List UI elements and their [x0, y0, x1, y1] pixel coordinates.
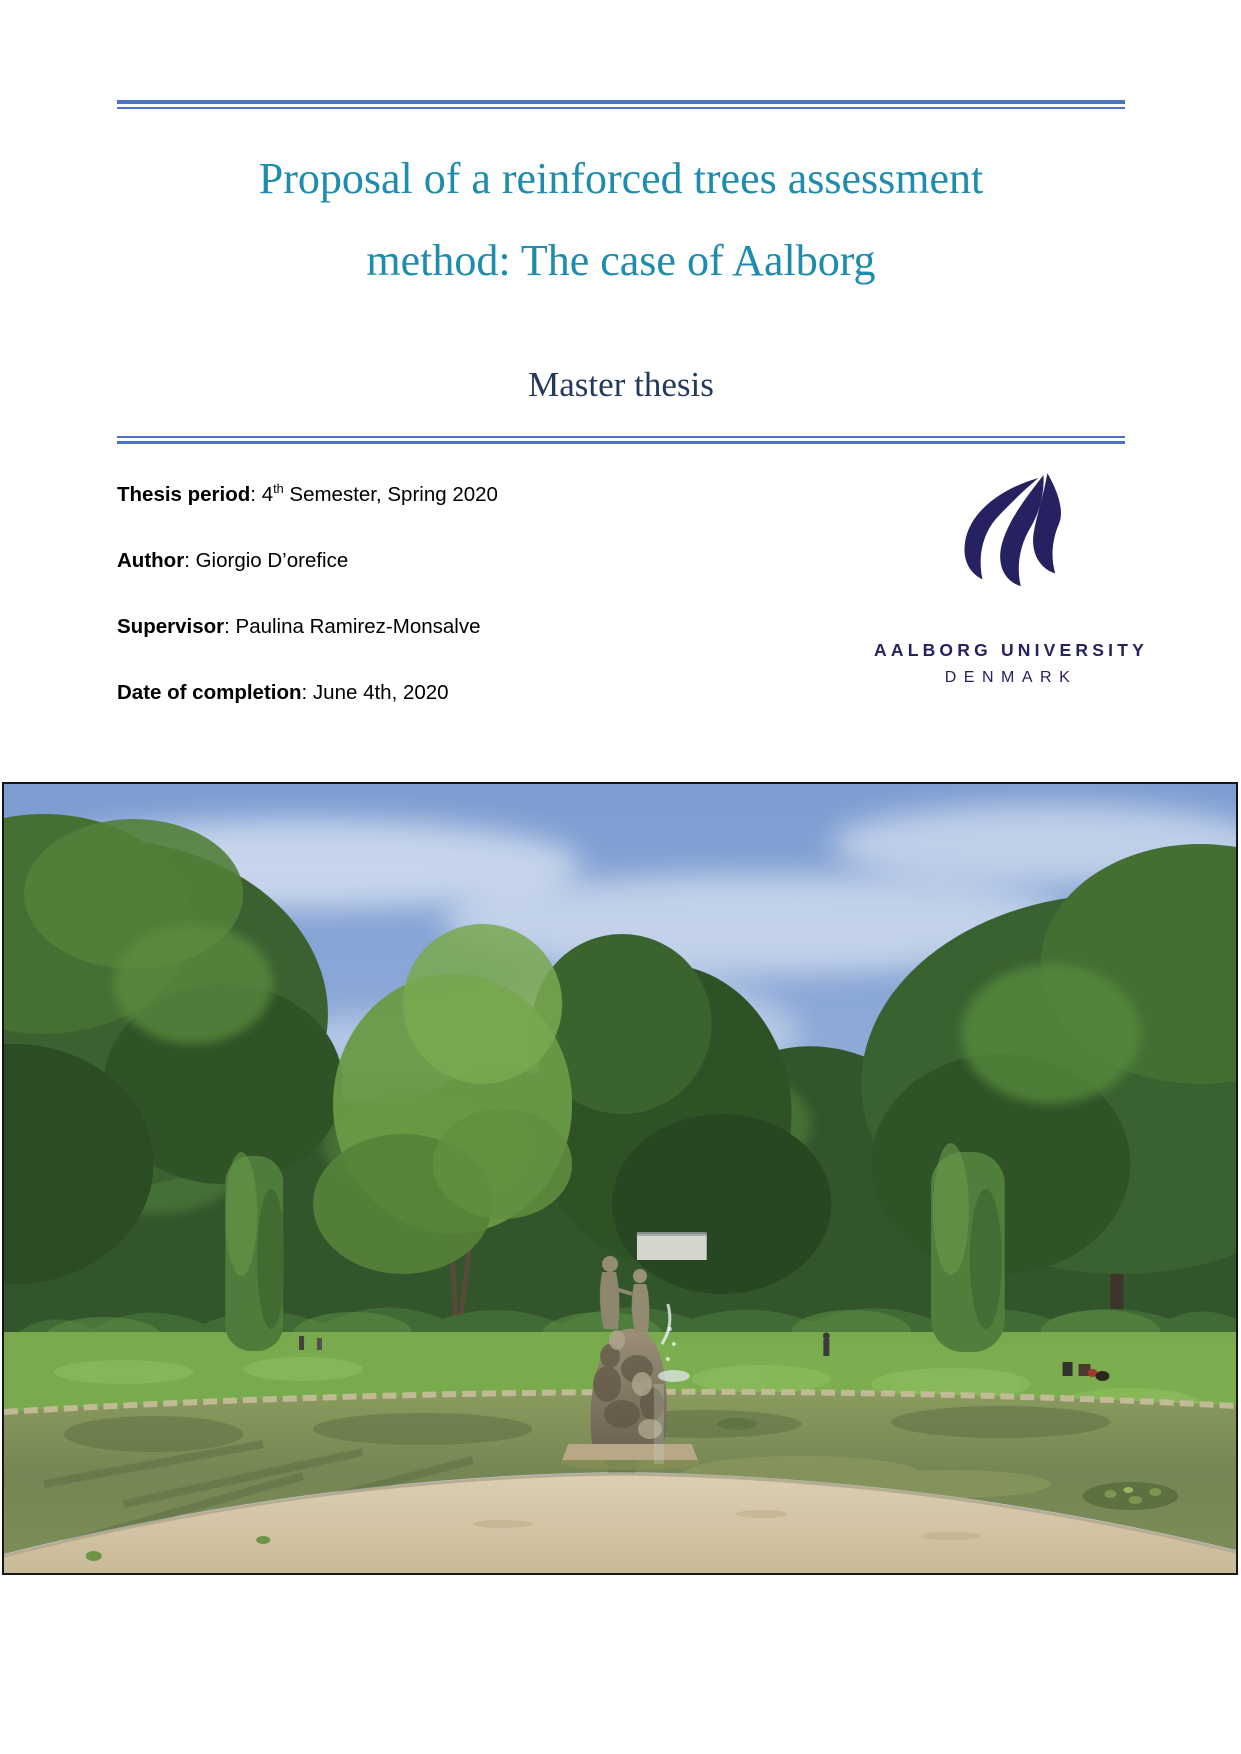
yew-right [931, 1143, 1005, 1352]
logo-country-text: DENMARK [944, 669, 1078, 686]
subtitle: Master thesis [528, 365, 714, 404]
supervisor-label: Supervisor [117, 615, 225, 638]
logo-institution-text: AALBORG UNIVERSITY [874, 640, 1148, 660]
page-title [117, 138, 1125, 302]
title-line-1: Proposal of a reinforced trees assessment [258, 154, 984, 203]
park-scene [4, 784, 1236, 1573]
building-glimpse [637, 1232, 707, 1260]
author-line: Author: Giorgio D’orefice [117, 549, 349, 572]
completion-label: Date of completion [117, 681, 302, 704]
thesis-period-label: Thesis period [117, 483, 251, 506]
aalborg-university-logo [855, 470, 1167, 687]
cover-photo [2, 782, 1238, 1575]
supervisor-line: Supervisor: Paulina Ramirez-Monsalve [117, 615, 481, 638]
metadata-block [117, 482, 737, 746]
aau-swirl-icon [952, 470, 1070, 608]
yew-left [225, 1152, 285, 1351]
thesis-period-line: Thesis period: 4th Semester, Spring 2020 [117, 481, 498, 506]
bottom-double-rule [117, 436, 1125, 444]
completion-line: Date of completion: June 4th, 2020 [117, 681, 449, 704]
title-line-2: method: The case of Aalborg [366, 236, 876, 285]
top-double-rule [117, 100, 1125, 109]
author-label: Author [117, 549, 185, 572]
